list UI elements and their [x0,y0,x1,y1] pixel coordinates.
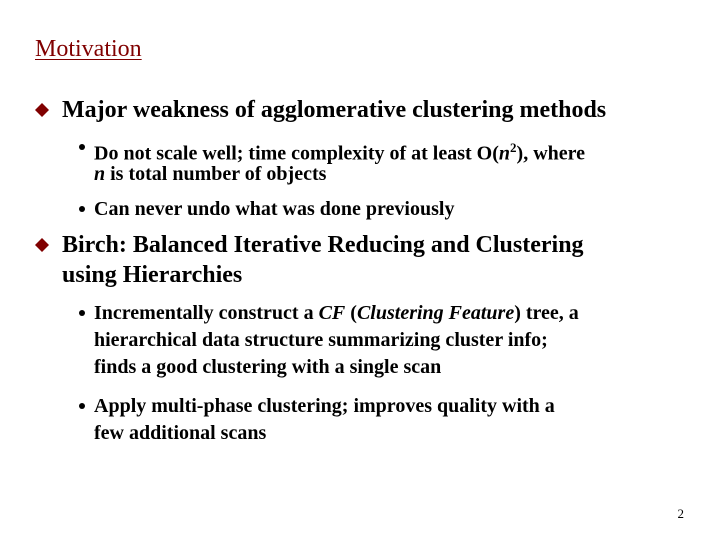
sub-bullet-undo: Can never undo what was done previously [94,198,455,220]
sub-bullet-scale-n2: n [94,163,106,185]
sub-bullet-scale-exp: 2 [510,140,517,155]
sub-bullet-scale-where: ), where [516,142,586,165]
sub-bullet-scale-rest: is total number of objects [105,163,327,185]
dot-icon [78,143,86,151]
sub-bullet-cf-tree [94,300,579,327]
sub-bullet-cf-text: Incrementally construct a [94,302,319,324]
dot-icon [78,402,86,410]
sub-bullet-scale-line2 [94,161,326,188]
sub-bullet-scale-text: Do not scale well; time complexity of at least O( [94,142,499,165]
sub-bullet-cf-line3: finds a good clustering with a single scan [94,356,442,378]
sub-bullet-cf-full: Clustering Feature [356,302,515,324]
diamond-icon [35,238,49,252]
bullet-birch-line2: using Hierarchies [62,262,243,288]
sub-bullet-cf-paren: ( [345,302,357,324]
bullet-major-weakness: Major weakness of agglomerative clustering methods [62,97,607,123]
page-number: 2 [677,506,684,521]
dot-icon [78,205,86,213]
sub-bullet-multiphase-line1: Apply multi-phase clustering; improves quality with a [94,395,555,417]
sub-bullet-cf-abbr: CF [318,302,346,324]
diamond-icon [35,103,49,117]
slide-title: Motivation [35,36,142,62]
sub-bullet-scale-n: n [498,142,511,165]
bullet-birch-line1: Birch: Balanced Iterative Reducing and Clustering [62,232,584,258]
sub-bullet-cf-line2: hierarchical data structure summarizing cluster info; [94,329,548,351]
dot-icon [78,309,86,317]
sub-bullet-cf-tail: ) tree, a [514,302,579,324]
sub-bullet-multiphase-line2: few additional scans [94,422,267,444]
